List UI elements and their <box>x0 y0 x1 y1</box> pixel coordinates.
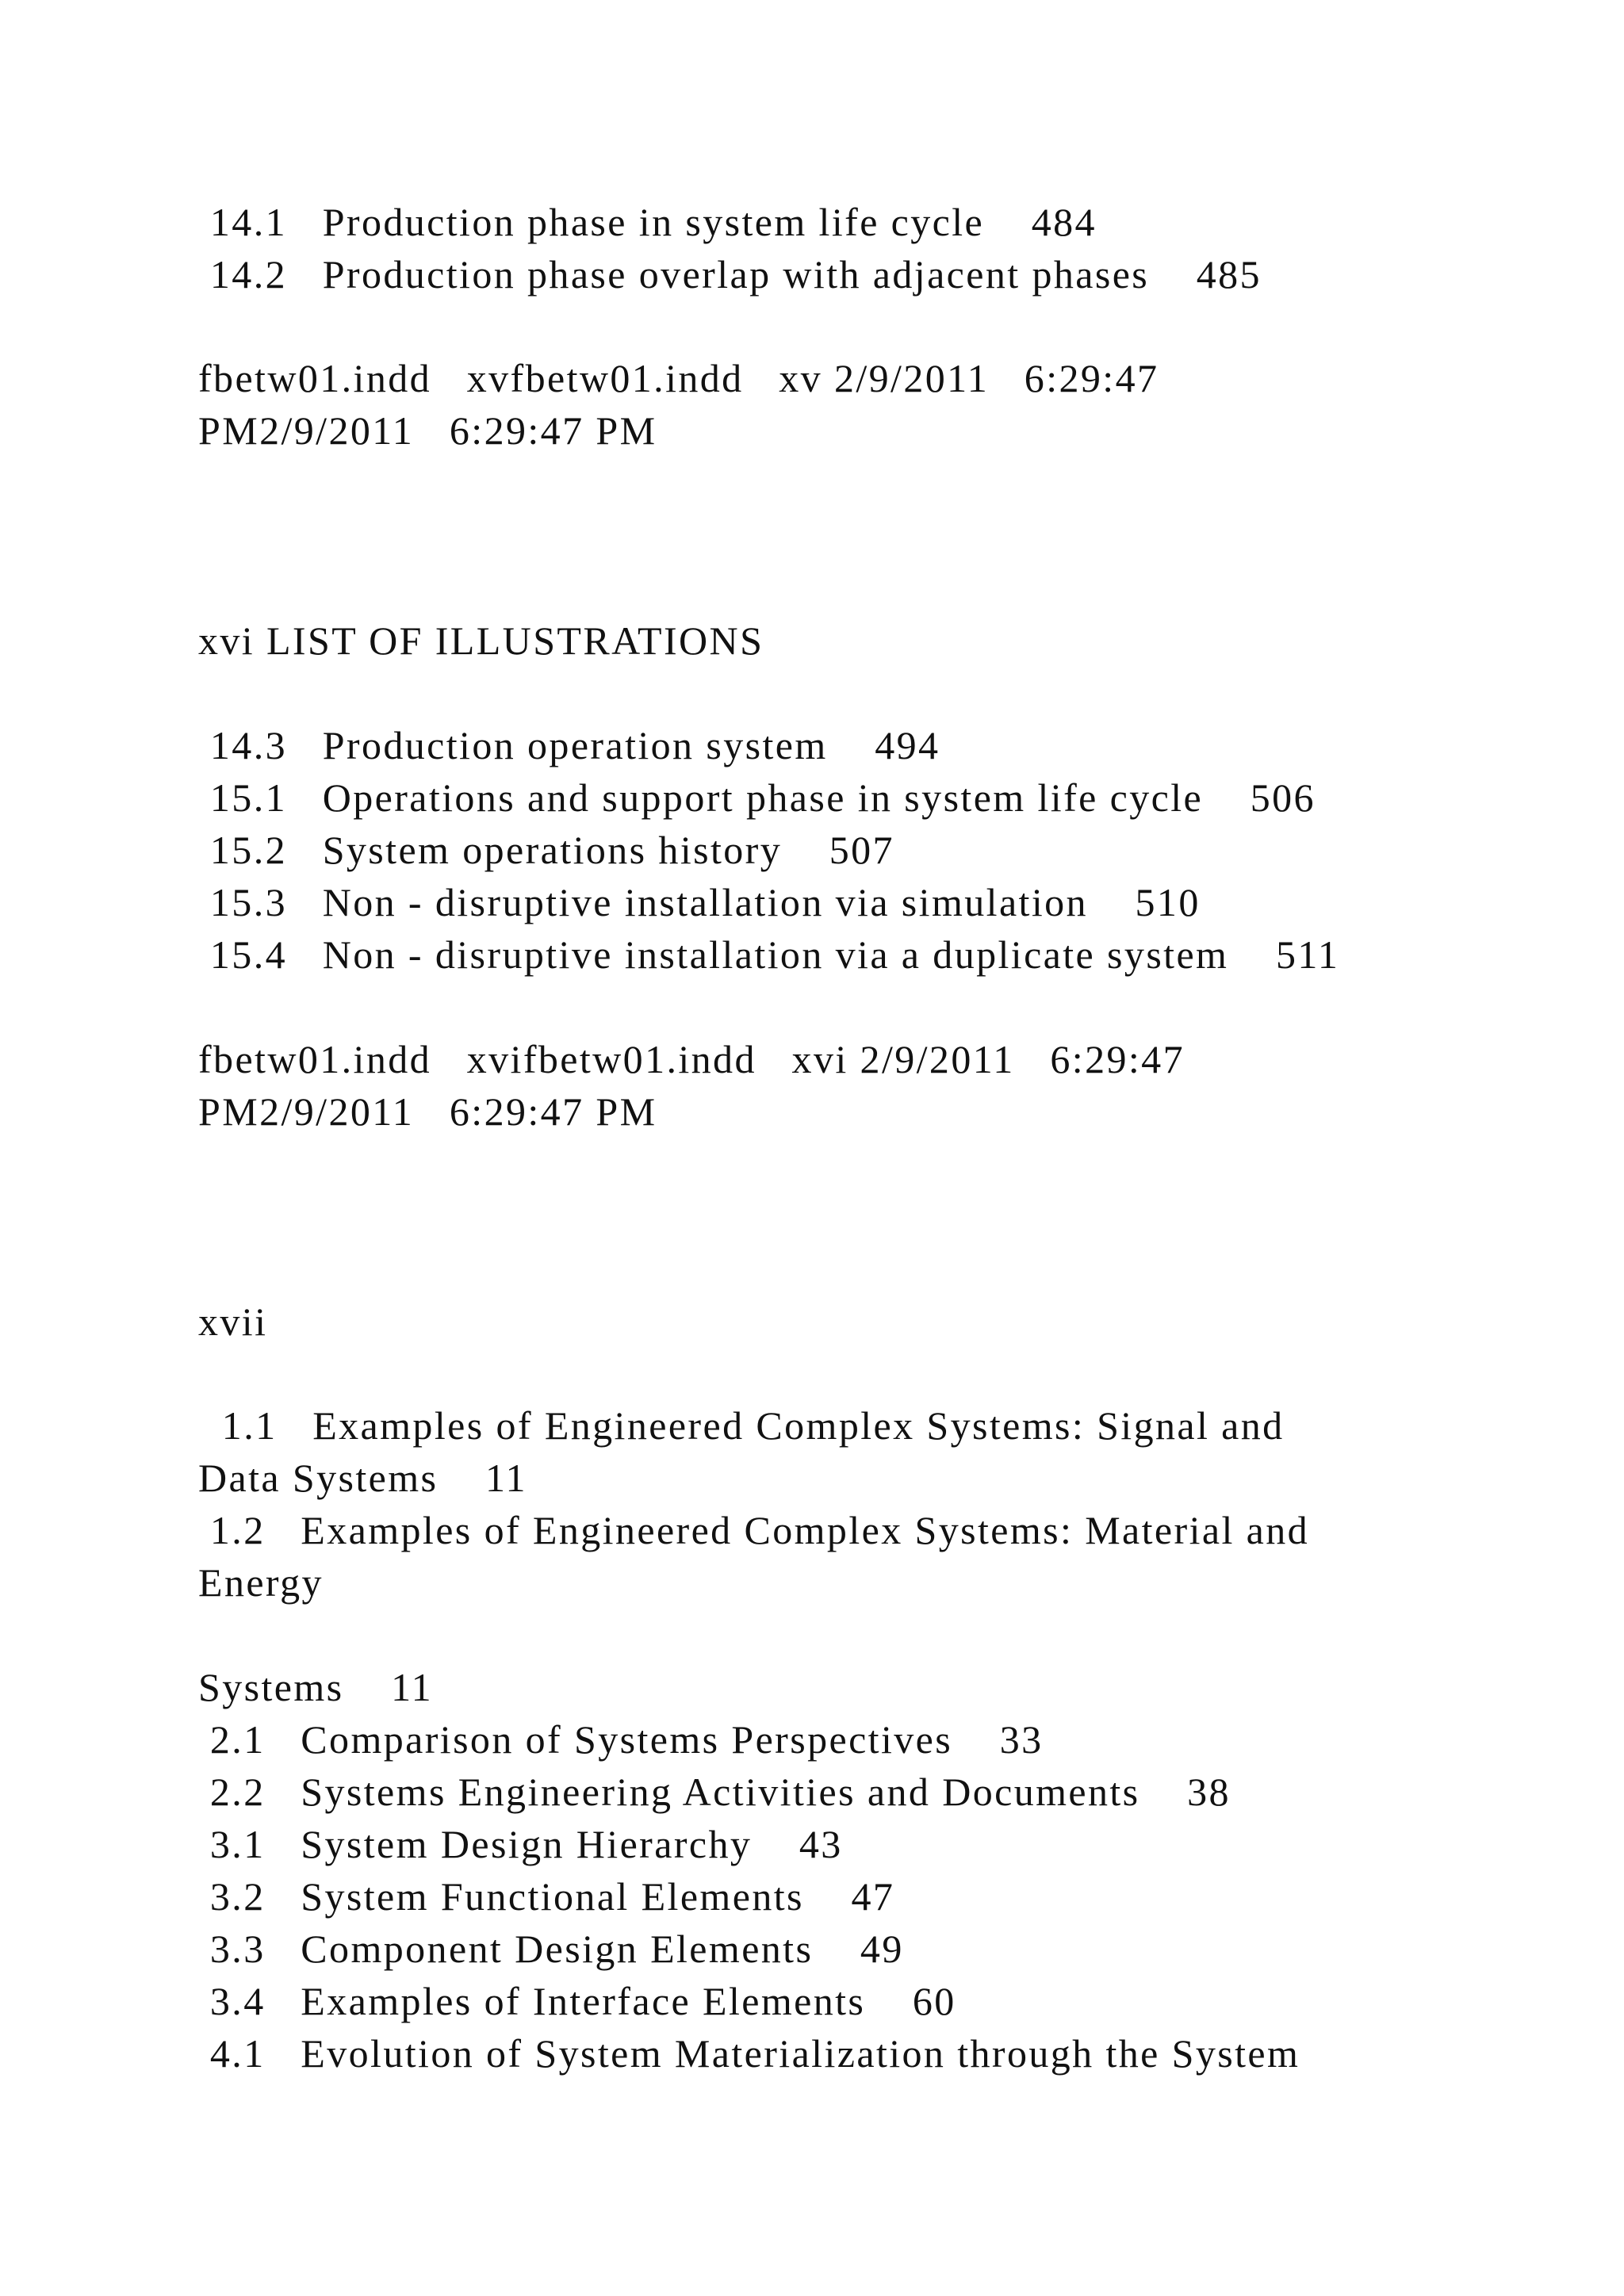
file-footer-line-1: fbetw01.indd xvfbetw01.indd xv 2/9/2011 6:29:47 <box>198 356 1159 400</box>
text-line-entry-15-3: 15.3 Non - disruptive installation via simulation 510 <box>198 880 1201 924</box>
text-line-table-1-2-cont-2: Systems 11 <box>198 1665 434 1709</box>
text-line-table-3-2: 3.2 System Functional Elements 47 <box>198 1874 895 1919</box>
text-line-entry-15-4: 15.4 Non - disruptive installation via a duplicate system 511 <box>198 932 1340 977</box>
text-line-table-1-2: 1.2 Examples of Engineered Complex Systems: Material and <box>198 1508 1310 1552</box>
text-line-table-2-2: 2.2 Systems Engineering Activities and Documents 38 <box>198 1770 1231 1814</box>
page-number-xvii: xvii <box>198 1299 268 1344</box>
text-line-table-1-2-cont: Energy <box>198 1560 324 1605</box>
text-line-entry-15-1: 15.1 Operations and support phase in system life cycle 506 <box>198 775 1316 820</box>
text-line-table-3-1: 3.1 System Design Hierarchy 43 <box>198 1822 843 1866</box>
text-line-entry-14-1: 14.1 Production phase in system life cycle 484 <box>198 200 1097 244</box>
text-line-table-1-1: 1.1 Examples of Engineered Complex Systems: Signal and <box>198 1403 1285 1448</box>
text-line-entry-15-2: 15.2 System operations history 507 <box>198 828 894 872</box>
text-line-table-3-3: 3.3 Component Design Elements 49 <box>198 1927 904 1971</box>
text-line-table-2-1: 2.1 Comparison of Systems Perspectives 33 <box>198 1717 1044 1762</box>
text-line-table-3-4: 3.4 Examples of Interface Elements 60 <box>198 1979 956 2023</box>
text-line-table-1-1-cont: Data Systems 11 <box>198 1456 527 1500</box>
page-header-list-of-illustrations: xvi LIST OF ILLUSTRATIONS <box>198 618 764 663</box>
text-line-entry-14-2: 14.2 Production phase overlap with adjacent phases 485 <box>198 252 1262 297</box>
file-footer-line-3: fbetw01.indd xvifbetw01.indd xvi 2/9/2011 6:29:47 <box>198 1037 1185 1081</box>
text-line-entry-14-3: 14.3 Production operation system 494 <box>198 723 940 767</box>
text-line-table-4-1: 4.1 Evolution of System Materialization through the System <box>198 2031 1300 2076</box>
file-footer-line-4: PM2/9/2011 6:29:47 PM <box>198 1089 657 1134</box>
file-footer-line-2: PM2/9/2011 6:29:47 PM <box>198 408 657 453</box>
